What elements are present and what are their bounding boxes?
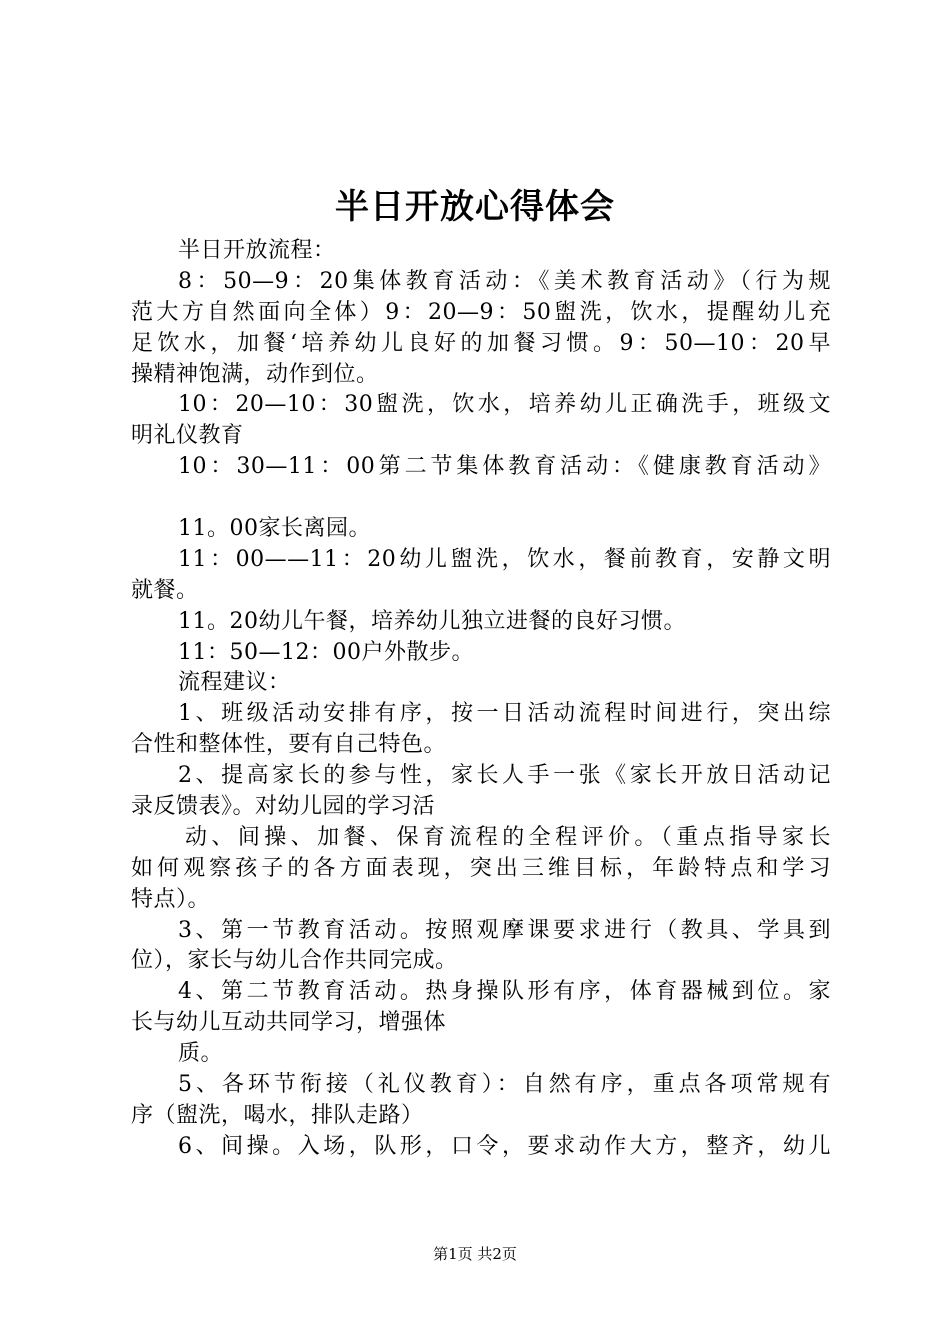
paragraph-line: 录反馈表》。对幼儿园的学习活 xyxy=(131,794,436,820)
paragraph-line: 5、各环节衔接（礼仪教育）：自然有序，重点各项常规有 xyxy=(178,1072,831,1098)
paragraph-line: 4、第二节教育活动。热身操队形有序，体育器械到位。家 xyxy=(178,979,831,1005)
paragraph-line: 11：00——11：20幼儿盥洗，饮水，餐前教育，安静文明 xyxy=(178,546,831,572)
document-title: 半日开放心得体会 xyxy=(335,187,615,227)
document-body xyxy=(131,236,831,1163)
paragraph-line: 10：20—10：30盥洗，饮水，培养幼儿正确洗手，班级文 xyxy=(178,392,831,418)
paragraph-line: 8：50—9：20集体教育活动：《美术教育活动》（行为规 xyxy=(178,268,831,294)
paragraph-line: 合性和整体性，要有自己特色。 xyxy=(131,732,447,758)
paragraph-line: 6、间操。入场，队形，口令，要求动作大方，整齐，幼儿 xyxy=(178,1133,831,1159)
paragraph-line: 流程建议： xyxy=(178,670,291,696)
paragraph-line: 明礼仪教育 xyxy=(131,423,244,449)
page-footer: 第1页 共2页 xyxy=(433,1245,517,1263)
paragraph-line: 位），家长与幼儿合作共同完成。 xyxy=(131,948,458,974)
paragraph-line: 特点）。 xyxy=(131,886,211,912)
paragraph-line: 如何观察孩子的各方面表现，突出三维目标，年龄特点和学习 xyxy=(131,855,831,881)
paragraph-line xyxy=(131,483,831,514)
paragraph-line: 足饮水，加餐‘培养幼儿良好的加餐习惯。9：50—10：20早 xyxy=(131,330,831,356)
paragraph-line: 2、提高家长的参与性，家长人手一张《家长开放日活动记 xyxy=(178,763,831,789)
paragraph-line: 序（盥洗，喝水，排队走路） xyxy=(131,1102,424,1128)
paragraph-line: 11：50—12：00户外散步。 xyxy=(178,639,474,665)
paragraph-line: 1、班级活动安排有序，按一日活动流程时间进行，突出综 xyxy=(178,701,831,727)
paragraph-line: 操精神饱满，动作到位。 xyxy=(131,361,379,387)
paragraph-line: 半日开放流程： xyxy=(178,238,336,263)
paragraph-line: 范大方自然面向全体）9：20—9：50盥洗，饮水，提醒幼儿充 xyxy=(131,299,831,325)
paragraph-line: 长与幼儿互动共同学习，增强体 xyxy=(131,1010,447,1036)
paragraph-line: 就餐。 xyxy=(131,577,199,603)
paragraph-line: 质。 xyxy=(178,1041,224,1067)
paragraph-line: 动、间操、加餐、保育流程的全程评价。（重点指导家长 xyxy=(185,824,831,850)
paragraph-line: 11。00家长离园。 xyxy=(178,516,371,542)
paragraph-line: 3、第一节教育活动。按照观摩课要求进行（教具、学具到 xyxy=(178,917,831,943)
paragraph-line: 10：30—11：00第二节集体教育活动：《健康教育活动》 xyxy=(178,454,831,480)
paragraph-line: 11。20幼儿午餐，培养幼儿独立进餐的良好习惯。 xyxy=(178,608,686,634)
